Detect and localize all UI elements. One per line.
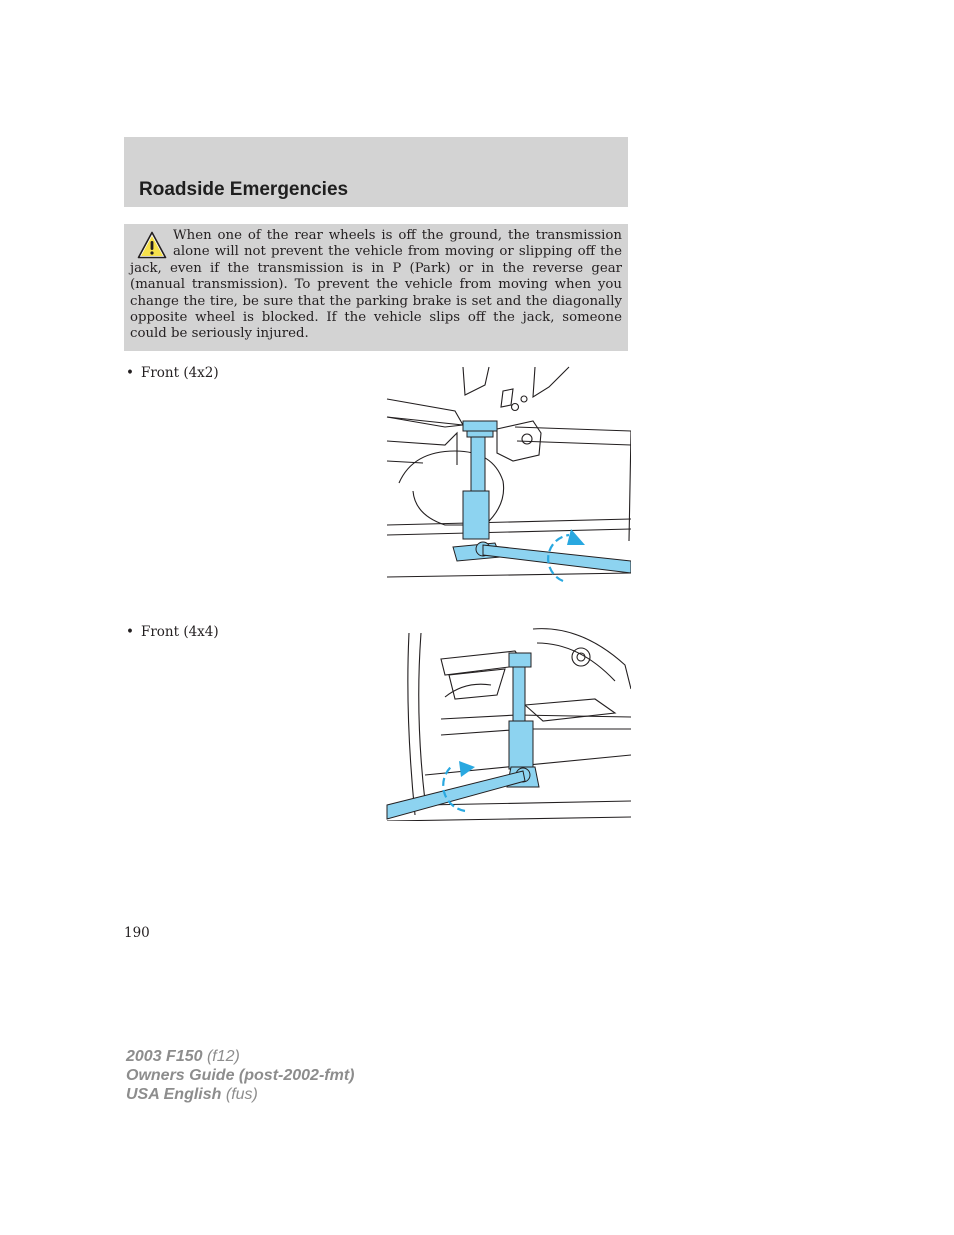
- section-title: Roadside Emergencies: [139, 179, 349, 200]
- list-item-label: Front (4x4): [140, 624, 219, 640]
- list-item-front-4x4: [126, 624, 219, 640]
- page-number: 190: [124, 925, 150, 941]
- jack-illustration-front-4x4: [385, 625, 631, 821]
- footer-line-language: USA English (fus): [126, 1086, 258, 1103]
- footer-line-guide: Owners Guide (post-2002-fmt): [126, 1067, 355, 1084]
- list-item-label: Front (4x2): [140, 365, 219, 381]
- section-header: [124, 137, 628, 207]
- document-footer: [126, 1047, 354, 1104]
- warning-box: [124, 224, 628, 351]
- bullet: •: [126, 624, 134, 640]
- list-item-front-4x2: [126, 365, 219, 381]
- warning-text: When one of the rear wheels is off the ground, the transmission alone will not prevent the vehicle from moving or slipping off the jack, even if the transmission is in P (Park) or in the reverse gear (manual transmission). To prevent the vehicle from moving when you change the tire, be sure that the parking brake is set and the diagonally opposite wheel is blocked. If the vehicle slips off the jack, someone could be seriously injured.: [130, 228, 622, 342]
- footer-line-model: 2003 F150 (f12): [126, 1048, 240, 1065]
- bullet: •: [126, 365, 134, 381]
- jack-illustration-front-4x2: [385, 365, 631, 583]
